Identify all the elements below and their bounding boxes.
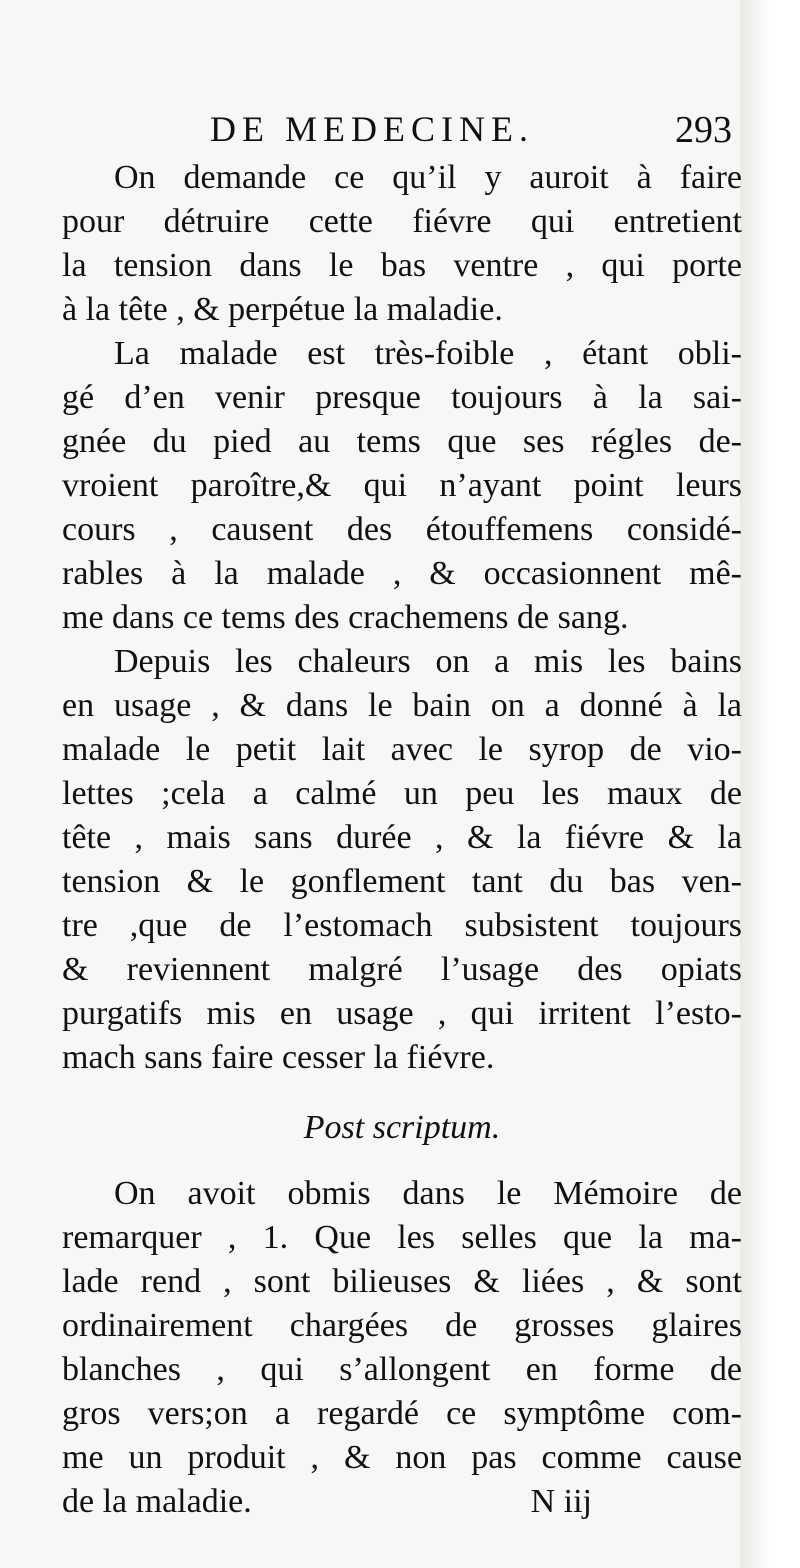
text-line: tension & le gonflement tant du bas ven- bbox=[62, 863, 742, 900]
text-line: vroient paroître,& qui n’ayant point leurs bbox=[62, 467, 742, 504]
text-line: purgatifs mis en usage , qui irritent l’esto- bbox=[62, 995, 742, 1032]
text-line: la tension dans le bas ventre , qui porte bbox=[62, 247, 742, 284]
text-line: me dans ce tems des crachemens de sang. bbox=[62, 599, 629, 636]
text-line: tre ,que de l’estomach subsistent toujours bbox=[62, 907, 742, 944]
text-line: tête , mais sans durée , & la fiévre & la bbox=[62, 819, 742, 856]
page-edge bbox=[740, 0, 770, 1568]
text-line: gé d’en venir presque toujours à la sai- bbox=[62, 379, 742, 416]
text-line: On demande ce qu’il y auroit à faire bbox=[114, 159, 742, 196]
paragraph-1 bbox=[62, 156, 742, 332]
text-line: Depuis les chaleurs on a mis les bains bbox=[114, 643, 742, 680]
text-line: gnée du pied au tems que ses régles de- bbox=[62, 423, 742, 460]
text-line: pour détruire cette fiévre qui entretient bbox=[62, 203, 742, 240]
final-line bbox=[62, 1480, 742, 1524]
final-text: de la maladie. bbox=[62, 1483, 252, 1520]
text-line: gros vers;on a regardé ce symptôme com- bbox=[62, 1395, 742, 1432]
text-line: rables à la malade , & occasionnent mê- bbox=[62, 555, 742, 592]
text-line: lettes ;cela a calmé un peu les maux de bbox=[62, 775, 742, 812]
text-line: La malade est très-foible , étant obli- bbox=[114, 335, 742, 372]
postscript-paragraph bbox=[62, 1172, 742, 1524]
text-line: mach sans faire cesser la fiévre. bbox=[62, 1039, 495, 1076]
page-number: 293 bbox=[675, 109, 732, 151]
paragraph-2 bbox=[62, 332, 742, 640]
text-line: & reviennent malgré l’usage des opiats bbox=[62, 951, 742, 988]
text-line: à la tête , & perpétue la maladie. bbox=[62, 291, 503, 328]
text-line: remarquer , 1. Que les selles que la ma- bbox=[62, 1219, 742, 1256]
text-line: blanches , qui s’allongent en forme de bbox=[62, 1351, 742, 1388]
text-line: me un produit , & non pas comme cause bbox=[62, 1439, 742, 1476]
signature-mark: N iij bbox=[530, 1483, 592, 1520]
text-line: en usage , & dans le bain on a donné à la bbox=[62, 687, 742, 724]
body-text bbox=[62, 156, 742, 1524]
running-title: DE MEDECINE. bbox=[210, 109, 534, 149]
text-line: cours , causent des étouffemens considé- bbox=[62, 511, 742, 548]
page-header bbox=[140, 108, 740, 156]
text-line: malade le petit lait avec le syrop de vio- bbox=[62, 731, 742, 768]
text-line: ordinairement chargées de grosses glaires bbox=[62, 1307, 742, 1344]
postscript-heading: Post scriptum. bbox=[303, 1109, 501, 1146]
text-line: lade rend , sont bilieuses & liées , & sont bbox=[62, 1263, 742, 1300]
paragraph-3 bbox=[62, 640, 742, 1080]
text-line: On avoit obmis dans le Mémoire de bbox=[114, 1175, 742, 1212]
